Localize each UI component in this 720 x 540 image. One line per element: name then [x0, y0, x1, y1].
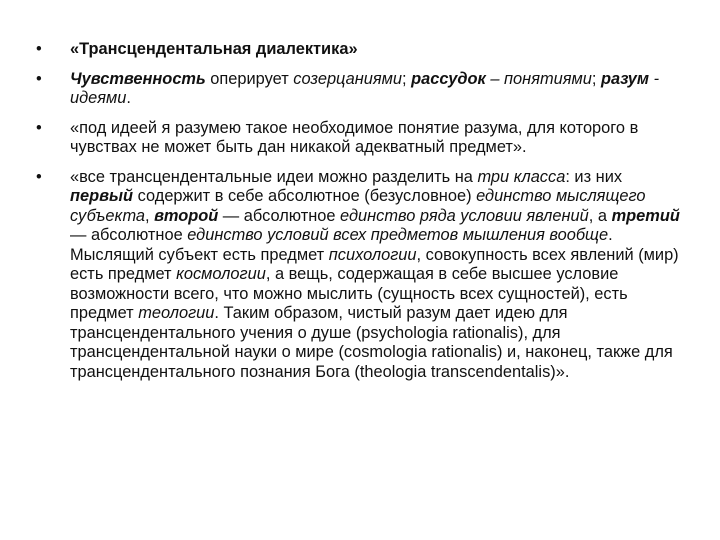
term-first: первый — [70, 187, 134, 205]
text-fragment: , а вещь, содержащая в себе высшее условие возможности всего, что можно мыслить (сущность всех сущностей), есть предмет — [70, 265, 628, 322]
text-fragment: , — [145, 206, 155, 225]
term-concepts: – понятиями — [485, 69, 592, 88]
section-title: «Трансцендентальная диалектика» — [70, 40, 358, 58]
text-fragment: : из них — [565, 167, 623, 186]
text-fragment: . — [126, 89, 131, 107]
text-fragment: — абсолютное — [70, 226, 188, 244]
text-fragment: «все трансцендентальные идеи можно разделить на — [70, 167, 478, 186]
bullet-dot: • — [36, 69, 42, 88]
list-item-three-classes — [36, 168, 686, 383]
bullet-dot: • — [36, 167, 42, 186]
term-sensibility: Чувственность — [70, 69, 206, 88]
bullet-dot: • — [36, 40, 42, 58]
text-fragment: . Таким образом, чистый разум дает идею для трансцендентального учения о душе (psychologia rationalis), для трансцендентальной науки о мире (cosmologia rationalis) и, наконец, также для трансцендентального познания Бога (theologia transcendentalis)». — [70, 304, 673, 381]
list-item-faculties — [36, 70, 686, 109]
term-psychology: психологии — [328, 245, 417, 264]
text-fragment: , а — [588, 206, 612, 225]
term-theology: теологии — [138, 304, 215, 322]
text-fragment: — абсолютное — [218, 206, 341, 225]
term-unity-conditions: единство ряда условии явлений — [340, 206, 589, 225]
text-fragment: ; — [591, 69, 601, 88]
term-understanding: рассудок — [411, 69, 486, 88]
term-three-classes: три класса — [477, 167, 566, 186]
text-fragment: оперирует — [205, 69, 294, 88]
term-intuitions: созерцаниями — [293, 69, 402, 88]
bullet-list — [36, 40, 686, 392]
bullet-dot: • — [36, 118, 42, 137]
text-fragment: содержит в себе абсолютное (безусловное) — [133, 187, 477, 205]
text-fragment: ; — [401, 69, 412, 88]
term-third: третий — [611, 206, 680, 225]
quote-idea-definition: «под идеей я разумею такое необходимое понятие разума, для которого в чувствах не может быть дан никакой адекватный предмет». — [70, 118, 639, 156]
term-unity-subject: единство мыслящего субъекта — [70, 187, 646, 225]
text-fragment: , совокупность всех явлений (мир) есть предмет — [70, 245, 679, 283]
term-cosmology: космологии — [176, 265, 266, 283]
text-fragment: . Мыслящий субъект есть предмет — [70, 226, 613, 264]
list-item-idea-definition — [36, 119, 686, 158]
term-second: второй — [154, 206, 219, 225]
term-unity-objects: единство условий всех предметов мышления вообще — [187, 226, 609, 244]
list-item-title — [36, 40, 686, 60]
term-reason: разум — [600, 69, 650, 88]
term-ideas: - идеями — [70, 69, 660, 107]
